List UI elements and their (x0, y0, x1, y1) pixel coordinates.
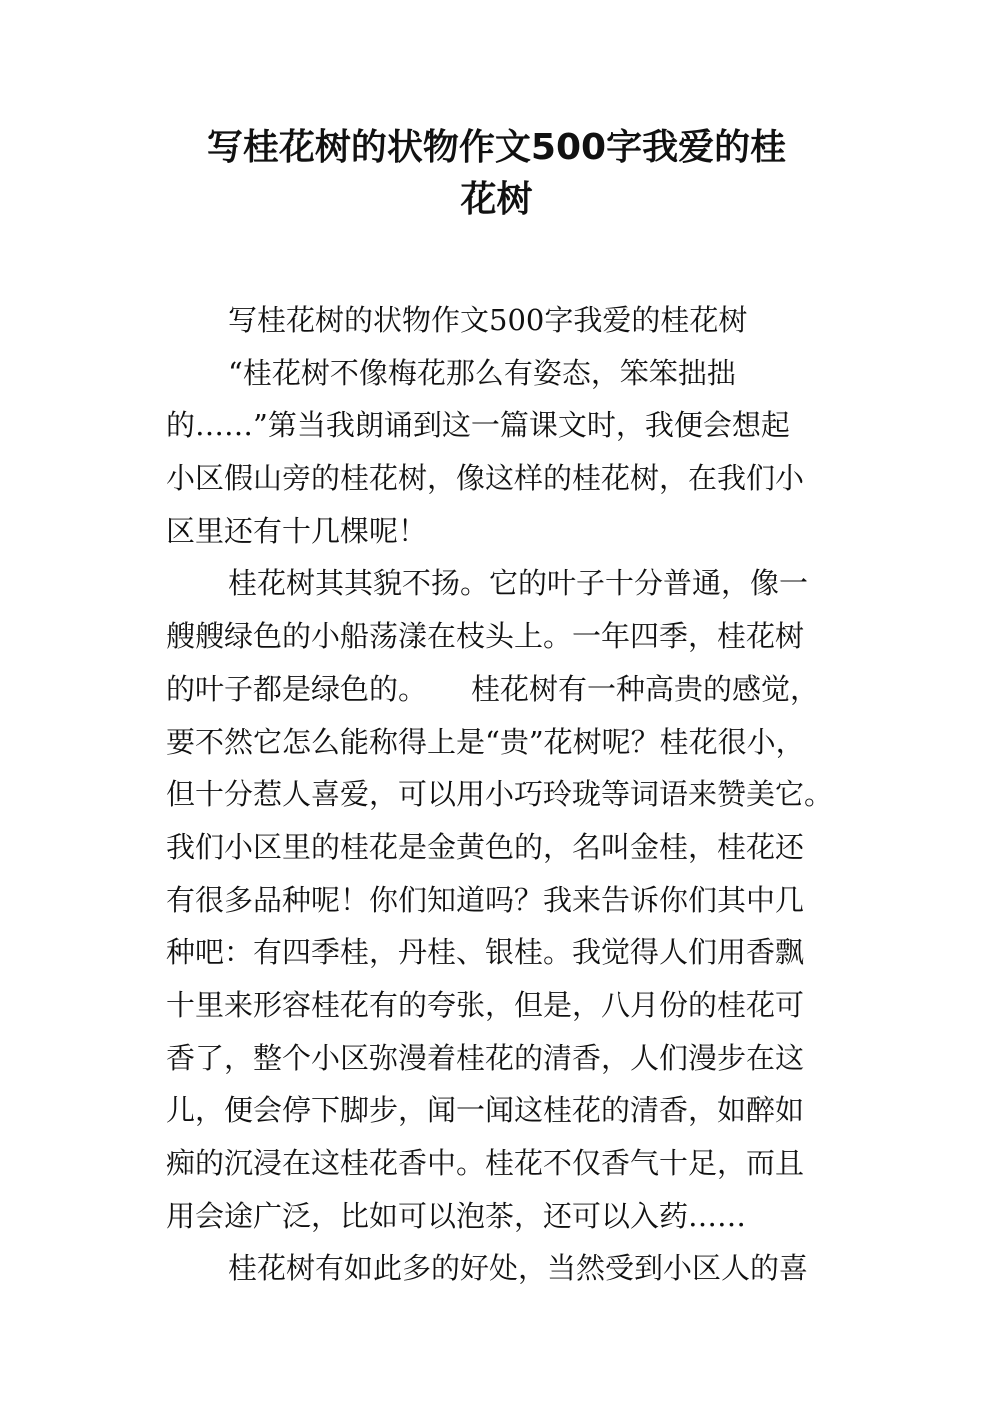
title-line: 花树 (460, 179, 533, 220)
body-line: 我们小区里的桂花是金黄色的，名叫金桂，桂花还 (166, 829, 805, 864)
body-line (166, 663, 846, 716)
body-line: 小区假山旁的桂花树，像这样的桂花树，在我们小 (166, 461, 805, 496)
body-line: 香了，整个小区弥漫着桂花的清香，人们漫步在这 (166, 1040, 805, 1075)
body-line: 写桂花树的状物作文500字我爱的桂花树 (228, 303, 748, 337)
body-line-part: 桂花树有一种高贵的感觉， (471, 671, 820, 706)
body-line: 用会途广泛，比如可以泡茶，还可以入药…… (166, 1198, 747, 1233)
body-line: 区里还有十几棵呢！ (166, 513, 428, 548)
document-body (166, 294, 846, 1295)
body-line: 但十分惹人喜爱，可以用小巧玲珑等词语来赞美它。 (166, 777, 834, 812)
title-line: 写桂花树的状物作文500字我爱的桂 (206, 127, 787, 168)
body-line: 艘艘绿色的小船荡漾在枝头上。一年四季，桂花树 (166, 619, 805, 654)
body-line: 痴的沉浸在这桂花香中。桂花不仅香气十足，而且 (166, 1146, 805, 1180)
body-line: 桂花树有如此多的好处，当然受到小区人的喜 (228, 1251, 809, 1286)
body-line: 要不然它怎么能称得上是“贵”花树呢？桂花很小， (166, 724, 805, 759)
body-line: 的……”第当我朗诵到这一篇课文时，我便会想起 (166, 408, 790, 443)
body-line: 有很多品种呢！你们知道吗？我来告诉你们其中几 (166, 882, 805, 917)
body-line: “桂花树不像梅花那么有姿态，笨笨拙拙 (228, 355, 736, 390)
body-line: 十里来形容桂花有的夸张，但是，八月份的桂花可 (166, 987, 805, 1022)
body-line: 儿，便会停下脚步，闻一闻这桂花的清香，如醉如 (166, 1093, 805, 1128)
document-title (160, 122, 833, 226)
body-line: 桂花树其其貌不扬。它的叶子十分普通，像一 (228, 566, 809, 601)
body-line: 种吧：有四季桂，丹桂、银桂。我觉得人们用香飘 (166, 935, 805, 970)
body-line-part: 的叶子都是绿色的。 (166, 671, 428, 706)
